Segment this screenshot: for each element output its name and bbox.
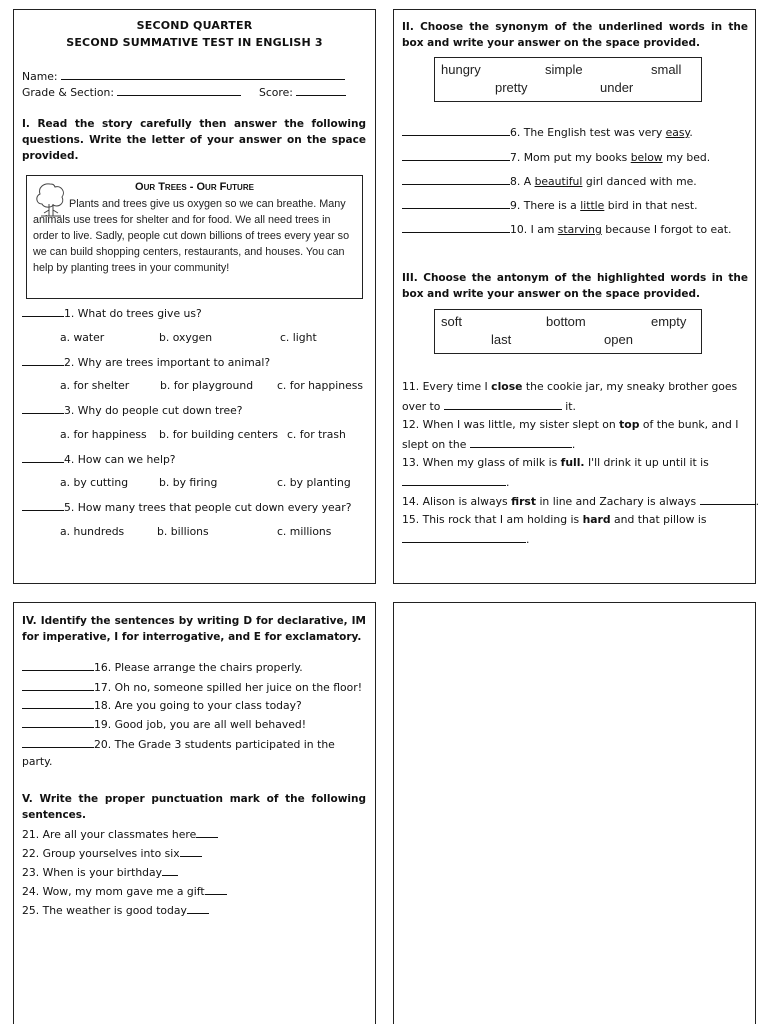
item-text: 23. When is your birthday xyxy=(22,866,163,879)
word-option: soft xyxy=(441,314,462,329)
question-3 xyxy=(22,403,242,417)
question-text: 4. How can we help? xyxy=(64,453,176,466)
item-text: 21. Are all your classmates here xyxy=(22,828,197,841)
antonym-item-14 xyxy=(402,494,759,508)
header-quarter: SECOND QUARTER xyxy=(136,19,253,32)
answer-blank[interactable] xyxy=(162,865,178,876)
answer-blank[interactable] xyxy=(402,174,510,185)
item-text: . xyxy=(506,476,510,489)
item-text: girl danced with me. xyxy=(582,175,697,188)
section-1-instructions: I. Read the story carefully then answer the following questions. Write the letter of your answer on the space provided. xyxy=(22,118,366,162)
answer-blank[interactable] xyxy=(22,698,94,709)
word-option: empty xyxy=(651,314,687,329)
highlighted-word: full. xyxy=(560,456,585,469)
answer-blank[interactable] xyxy=(470,437,572,448)
sentence-text: 18. Are you going to your class today? xyxy=(94,699,302,712)
word-option: under xyxy=(600,80,634,95)
story-box xyxy=(26,175,363,299)
punctuation-item-22 xyxy=(22,846,202,860)
grade-section-field[interactable] xyxy=(22,85,241,99)
story-title: Our Trees - Our Future xyxy=(135,181,254,193)
item-text: because I forgot to eat. xyxy=(601,223,732,236)
section-5-instructions: V. Write the proper punctuation mark of the following sentences. xyxy=(22,793,366,821)
synonym-item-7 xyxy=(402,150,710,164)
question-2 xyxy=(22,355,270,369)
question-text: 1. What do trees give us? xyxy=(64,307,202,320)
answer-blank[interactable] xyxy=(22,680,94,691)
answer-blank[interactable] xyxy=(180,846,202,857)
item-text: it. xyxy=(565,400,576,413)
antonym-item-12-cont xyxy=(402,437,575,451)
underlined-word: below xyxy=(630,151,663,164)
punctuation-item-25 xyxy=(22,903,209,917)
word-option: hungry xyxy=(441,62,481,77)
name-blank[interactable] xyxy=(61,69,345,80)
item-text: Mom put my books xyxy=(520,151,631,164)
item-text: . xyxy=(526,533,530,546)
synonym-item-6 xyxy=(402,125,693,139)
question-4 xyxy=(22,452,176,466)
sentence-text: 20. The Grade 3 students participated in the xyxy=(94,738,335,751)
word-option: small xyxy=(651,62,682,77)
answer-blank[interactable] xyxy=(402,198,510,209)
antonym-item-13 xyxy=(402,456,709,469)
item-text: bird in that nest. xyxy=(604,199,698,212)
word-option: simple xyxy=(545,62,583,77)
item-text: 14. Alison is always xyxy=(402,495,508,508)
antonym-item-15 xyxy=(402,513,706,526)
synonym-item-9 xyxy=(402,198,698,212)
choice-a: a. for happiness xyxy=(60,428,147,441)
choice-c: c. for happiness xyxy=(277,379,363,392)
underlined-word: starving xyxy=(557,223,602,236)
answer-blank[interactable] xyxy=(444,399,562,410)
question-text: 3. Why do people cut down tree? xyxy=(64,404,243,417)
choice-b: b. oxygen xyxy=(159,331,213,344)
item-text: 25. The weather is good today xyxy=(22,904,187,917)
story-text: Plants and trees give us oxygen so we can breathe. Many animals use trees for shelter and for food. We all need trees in order to live. Sadly, people cut down billions of trees every year so we can build shopping centers, restaurants, and houses. You can help by planting trees in your community! xyxy=(33,198,350,274)
answer-blank[interactable] xyxy=(22,452,64,463)
name-label: Name: xyxy=(22,70,58,83)
sentence-item-16 xyxy=(22,660,303,674)
item-text: 22. Group yourselves into six xyxy=(22,847,180,860)
item-text: the cookie jar, my sneaky brother goes xyxy=(525,380,738,393)
item-number: 6. xyxy=(510,126,521,139)
section-3-instructions: III. Choose the antonym of the highlighted words in the box and write your answer on the space provided. xyxy=(402,272,748,300)
item-text: over to xyxy=(402,400,441,413)
score-field[interactable] xyxy=(259,85,346,99)
answer-blank[interactable] xyxy=(22,737,94,748)
answer-blank[interactable] xyxy=(402,125,510,136)
answer-blank[interactable] xyxy=(196,827,218,838)
punctuation-item-21 xyxy=(22,827,218,841)
punctuation-item-23 xyxy=(22,865,178,879)
underlined-word: little xyxy=(580,199,605,212)
question-text: 5. How many trees that people cut down every year? xyxy=(64,501,352,514)
item-text: 12. When I was little, my sister slept on xyxy=(402,418,616,431)
sentence-item-20 xyxy=(22,737,335,751)
antonym-item-12 xyxy=(402,418,738,431)
choice-b: b. for building centers xyxy=(159,428,279,441)
answer-blank[interactable] xyxy=(22,355,64,366)
choice-c: c. millions xyxy=(277,525,332,538)
item-number: 7. xyxy=(510,151,521,164)
question-5 xyxy=(22,500,351,514)
choice-a: a. water xyxy=(60,331,105,344)
highlighted-word: hard xyxy=(582,513,611,526)
answer-blank[interactable] xyxy=(22,306,64,317)
item-number: 10. xyxy=(510,223,528,236)
antonym-item-11 xyxy=(402,380,737,393)
item-text: . xyxy=(755,495,760,508)
item-text: . xyxy=(571,438,576,451)
answer-blank[interactable] xyxy=(402,150,510,161)
antonym-item-15-cont xyxy=(402,532,529,546)
sentence-item-18 xyxy=(22,698,302,712)
sentence-item-17 xyxy=(22,680,362,694)
item-text: . xyxy=(689,126,693,139)
grade-label: Grade & Section: xyxy=(22,86,114,99)
item-text: 15. This rock that I am holding is xyxy=(402,513,580,526)
worksheet-page-4-blank xyxy=(393,602,756,1024)
item-text: I'll drink it up until it is xyxy=(587,456,709,469)
answer-blank[interactable] xyxy=(22,717,94,728)
answer-blank[interactable] xyxy=(22,403,64,414)
sentence-text: 17. Oh no, someone spilled her juice on the floor! xyxy=(94,681,363,694)
answer-blank[interactable] xyxy=(22,660,94,671)
worksheet-page-3 xyxy=(13,602,376,1024)
punctuation-item-24 xyxy=(22,884,227,898)
sentence-item-20-cont: party. xyxy=(22,755,53,768)
item-text: slept on the xyxy=(402,438,467,451)
sentence-text: 16. Please arrange the chairs properly. xyxy=(94,661,303,674)
question-text: 2. Why are trees important to animal? xyxy=(64,356,271,369)
choice-a: a. for shelter xyxy=(60,379,130,392)
highlighted-word: close xyxy=(491,380,523,393)
item-text: 13. When my glass of milk is xyxy=(402,456,558,469)
choice-b: b. by firing xyxy=(159,476,218,489)
item-text: There is a xyxy=(520,199,581,212)
choice-b: b. billions xyxy=(157,525,209,538)
word-option: last xyxy=(491,332,512,347)
worksheet-page-1 xyxy=(13,9,376,584)
score-blank[interactable] xyxy=(296,85,346,96)
item-text: and that pillow is xyxy=(614,513,707,526)
antonym-word-box xyxy=(434,309,702,354)
section-2-instructions: II. Choose the synonym of the underlined words in the box and write your answer on the space provided. xyxy=(402,21,748,49)
synonym-word-box xyxy=(434,57,702,102)
highlighted-word: top xyxy=(619,418,640,431)
item-text: I am xyxy=(527,223,558,236)
synonym-item-8 xyxy=(402,174,697,188)
item-text: 11. Every time I xyxy=(402,380,488,393)
word-option: open xyxy=(604,332,633,347)
answer-blank[interactable] xyxy=(22,500,64,511)
item-number: 9. xyxy=(510,199,521,212)
choice-a: a. hundreds xyxy=(60,525,125,538)
choice-c: c. light xyxy=(280,331,317,344)
score-label: Score: xyxy=(259,86,293,99)
section-4-instructions: IV. Identify the sentences by writing D for declarative, IM for imperative, I for interrogative, and E for exclamatory. xyxy=(22,615,366,643)
answer-blank[interactable] xyxy=(402,222,510,233)
synonym-item-10 xyxy=(402,222,731,236)
item-text: in line and Zachary is always xyxy=(539,495,697,508)
choice-b: b. for playground xyxy=(160,379,254,392)
sentence-text: 19. Good job, you are all well behaved! xyxy=(94,718,307,731)
answer-blank[interactable] xyxy=(402,475,506,486)
item-text: A xyxy=(520,175,535,188)
word-option: pretty xyxy=(495,80,528,95)
item-text: of the bunk, and I xyxy=(642,418,739,431)
item-number: 8. xyxy=(510,175,521,188)
grade-blank[interactable] xyxy=(117,85,241,96)
answer-blank[interactable] xyxy=(402,532,526,543)
antonym-item-13-cont xyxy=(402,475,509,489)
worksheet-page-2 xyxy=(393,9,760,584)
antonym-item-11-cont xyxy=(402,399,576,413)
word-option: bottom xyxy=(546,314,586,329)
name-field[interactable] xyxy=(22,69,345,83)
highlighted-word: first xyxy=(511,495,536,508)
sentence-item-19 xyxy=(22,717,306,731)
item-text: my bed. xyxy=(662,151,711,164)
header-test-title: SECOND SUMMATIVE TEST IN ENGLISH 3 xyxy=(66,36,323,49)
choice-c: c. for trash xyxy=(287,428,346,441)
answer-blank[interactable] xyxy=(700,494,756,505)
answer-blank[interactable] xyxy=(205,884,227,895)
choice-a: a. by cutting xyxy=(60,476,129,489)
underlined-word: beautiful xyxy=(534,175,583,188)
question-1 xyxy=(22,306,202,320)
item-text: The English test was very xyxy=(520,126,666,139)
answer-blank[interactable] xyxy=(187,903,209,914)
item-text: 24. Wow, my mom gave me a gift xyxy=(22,885,205,898)
underlined-word: easy xyxy=(665,126,690,139)
choice-c: c. by planting xyxy=(277,476,351,489)
